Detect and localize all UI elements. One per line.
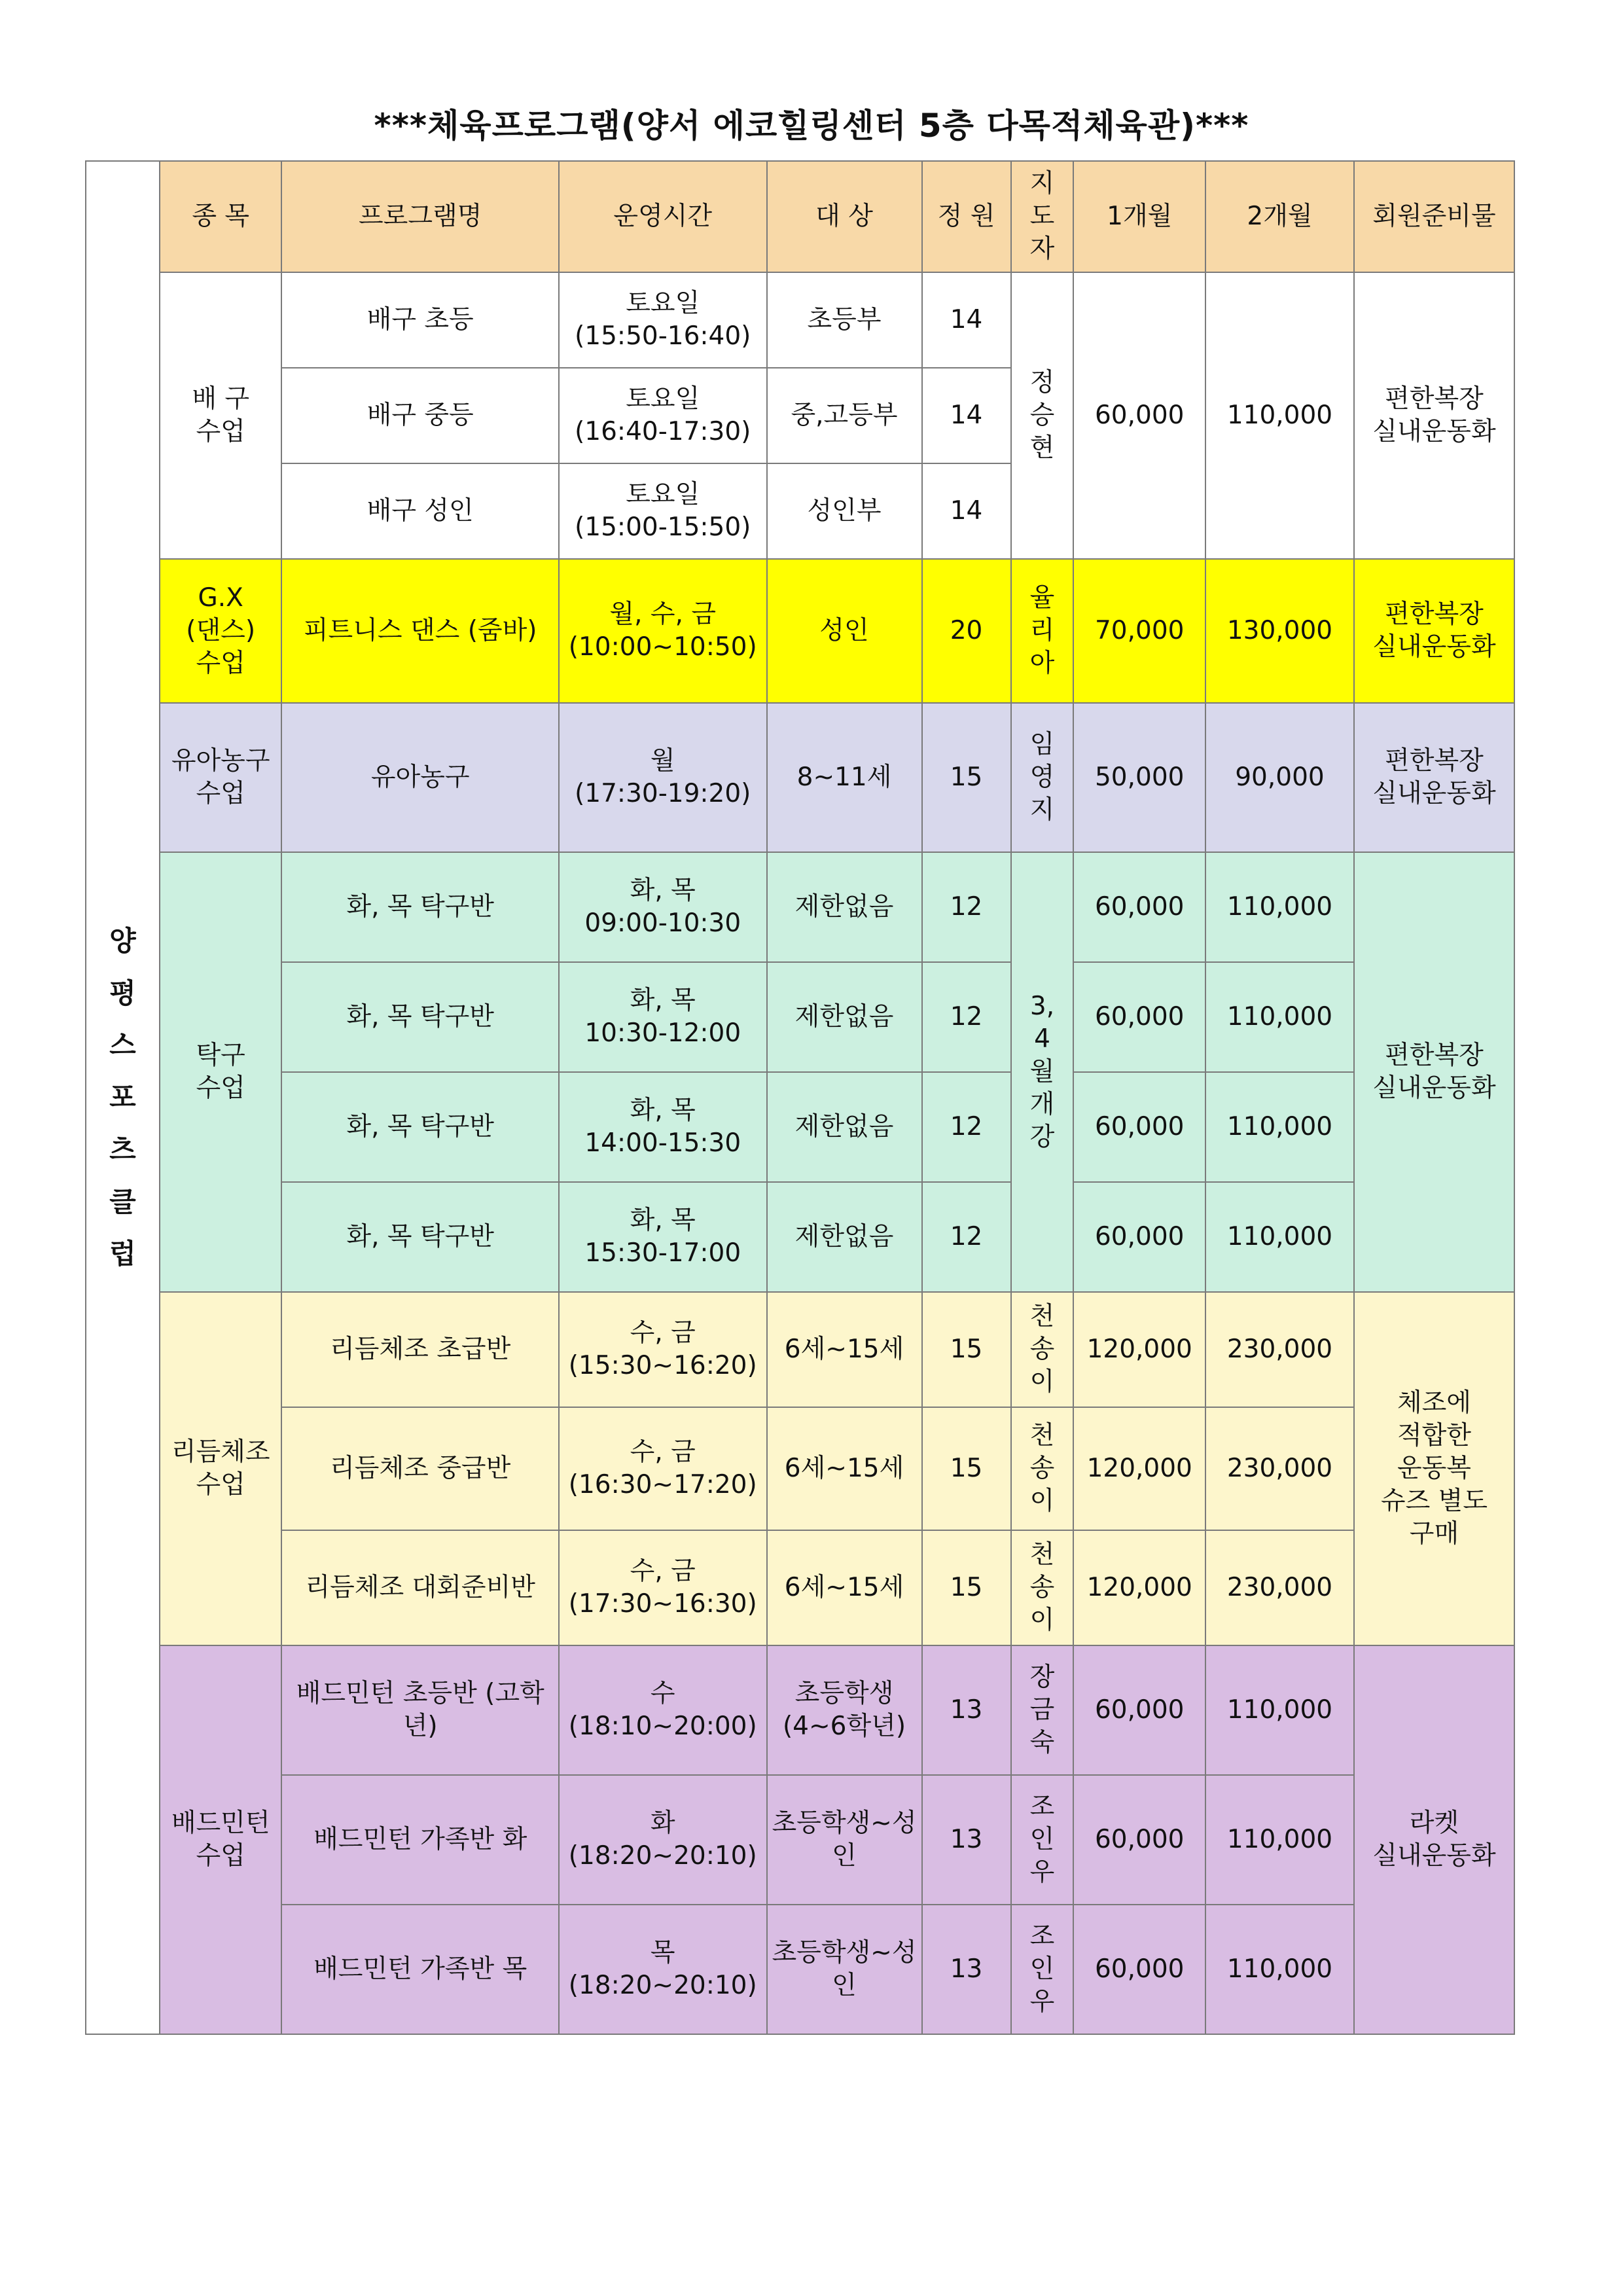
category-cell: G.X (댄스) 수업 [160,559,282,703]
program-cell: 화, 목 탁구반 [281,1072,558,1182]
table-row [86,1530,1514,1645]
fee-2month-cell: 110,000 [1205,852,1354,962]
target-cell: 제한없음 [767,962,922,1072]
fee-1month-cell: 60,000 [1073,1645,1205,1775]
category-cell: 유아농구 수업 [160,703,282,852]
target-cell: 제한없음 [767,1072,922,1182]
table-row [86,1905,1514,2034]
target-cell: 초등학생~성인 [767,1775,922,1905]
fee-1month-cell: 120,000 [1073,1292,1205,1407]
time-cell: 수, 금 (15:30~16:20) [559,1292,767,1407]
target-cell: 초등학생 (4~6학년) [767,1645,922,1775]
fee-1month-cell: 60,000 [1073,272,1205,559]
instructor-cell: 조 인 우 [1011,1775,1074,1905]
capacity-cell: 12 [922,852,1011,962]
fee-1month-cell: 60,000 [1073,852,1205,962]
capacity-cell: 12 [922,1072,1011,1182]
fee-2month-cell: 90,000 [1205,703,1354,852]
fee-1month-cell: 50,000 [1073,703,1205,852]
time-cell: 월 (17:30-19:20) [559,703,767,852]
program-cell: 배구 초등 [281,272,558,368]
category-cell: 리듬체조 수업 [160,1292,282,1645]
supplies-cell: 편한복장 실내운동화 [1354,272,1514,559]
time-cell: 화, 목 15:30-17:00 [559,1182,767,1292]
supplies-cell: 체조에 적합한 운동복 슈즈 별도 구매 [1354,1292,1514,1645]
program-cell: 배구 성인 [281,463,558,559]
instructor-cell: 임 영 지 [1011,703,1074,852]
target-cell: 초등부 [767,272,922,368]
program-cell: 화, 목 탁구반 [281,852,558,962]
fee-1month-cell: 60,000 [1073,1905,1205,2034]
fee-1month-cell: 60,000 [1073,1775,1205,1905]
program-cell: 유아농구 [281,703,558,852]
program-cell: 화, 목 탁구반 [281,962,558,1072]
time-cell: 수, 금 (17:30~16:30) [559,1530,767,1645]
fee-2month-cell: 110,000 [1205,1072,1354,1182]
time-cell: 토요일 (15:50-16:40) [559,272,767,368]
header-fee-2month: 2개월 [1205,161,1354,272]
supplies-cell: 편한복장 실내운동화 [1354,559,1514,703]
table-row [86,1407,1514,1530]
instructor-cell: 정 승 현 [1011,272,1074,559]
supplies-cell: 편한복장 실내운동화 [1354,852,1514,1292]
program-cell: 피트니스 댄스 (줌바) [281,559,558,703]
program-cell: 화, 목 탁구반 [281,1182,558,1292]
capacity-cell: 12 [922,962,1011,1072]
fee-1month-cell: 120,000 [1073,1407,1205,1530]
header-capacity: 정 원 [922,161,1011,272]
capacity-cell: 14 [922,368,1011,463]
header-supplies: 회원준비물 [1354,161,1514,272]
target-cell: 성인부 [767,463,922,559]
fee-2month-cell: 110,000 [1205,1775,1354,1905]
category-cell: 배 구 수업 [160,272,282,559]
fee-1month-cell: 120,000 [1073,1530,1205,1645]
fee-2month-cell: 110,000 [1205,962,1354,1072]
time-cell: 토요일 (16:40-17:30) [559,368,767,463]
capacity-cell: 13 [922,1905,1011,2034]
club-name: 양 평 스 포 츠 클 럽 [109,924,136,1270]
header-category: 종 목 [160,161,282,272]
fee-2month-cell: 230,000 [1205,1530,1354,1645]
table-row [86,1775,1514,1905]
category-cell: 배드민턴 수업 [160,1645,282,2034]
table-row [86,1292,1514,1407]
time-cell: 수, 금 (16:30~17:20) [559,1407,767,1530]
program-cell: 배드민턴 초등반 (고학년) [281,1645,558,1775]
category-cell: 탁구 수업 [160,852,282,1292]
supplies-cell: 편한복장 실내운동화 [1354,703,1514,852]
fee-1month-cell: 60,000 [1073,1072,1205,1182]
header-fee-1month: 1개월 [1073,161,1205,272]
header-instructor: 지 도 자 [1011,161,1074,272]
capacity-cell: 15 [922,1407,1011,1530]
fee-2month-cell: 110,000 [1205,272,1354,559]
page-title: ***체육프로그램(양서 에코힐링센터 5층 다목적체육관)*** [374,107,1249,145]
header-program: 프로그램명 [281,161,558,272]
supplies-cell: 라켓 실내운동화 [1354,1645,1514,2034]
fee-2month-cell: 230,000 [1205,1407,1354,1530]
target-cell: 8~11세 [767,703,922,852]
time-cell: 화, 목 10:30-12:00 [559,962,767,1072]
program-cell: 배구 중등 [281,368,558,463]
time-cell: 토요일 (15:00-15:50) [559,463,767,559]
program-cell: 배드민턴 가족반 화 [281,1775,558,1905]
capacity-cell: 15 [922,703,1011,852]
header-time: 운영시간 [559,161,767,272]
target-cell: 6세~15세 [767,1530,922,1645]
header-row [86,161,1514,272]
header-target: 대 상 [767,161,922,272]
instructor-cell: 율 리 아 [1011,559,1074,703]
time-cell: 화, 목 09:00-10:30 [559,852,767,962]
fee-1month-cell: 60,000 [1073,962,1205,1072]
fee-2month-cell: 110,000 [1205,1645,1354,1775]
capacity-cell: 20 [922,559,1011,703]
program-cell: 리듬체조 대회준비반 [281,1530,558,1645]
target-cell: 6세~15세 [767,1407,922,1530]
instructor-cell: 천 송 이 [1011,1530,1074,1645]
table-row [86,703,1514,852]
time-cell: 화 (18:20~20:10) [559,1775,767,1905]
capacity-cell: 13 [922,1775,1011,1905]
time-cell: 목 (18:20~20:10) [559,1905,767,2034]
target-cell: 6세~15세 [767,1292,922,1407]
table-row [86,1072,1514,1182]
table-row [86,272,1514,368]
table-row [86,1645,1514,1775]
fee-1month-cell: 60,000 [1073,1182,1205,1292]
capacity-cell: 14 [922,463,1011,559]
program-cell: 리듬체조 중급반 [281,1407,558,1530]
target-cell: 초등학생~성인 [767,1905,922,2034]
capacity-cell: 14 [922,272,1011,368]
target-cell: 제한없음 [767,1182,922,1292]
instructor-cell: 천 송 이 [1011,1407,1074,1530]
program-schedule-table [85,160,1515,2035]
fee-2month-cell: 230,000 [1205,1292,1354,1407]
capacity-cell: 15 [922,1292,1011,1407]
instructor-cell: 천 송 이 [1011,1292,1074,1407]
target-cell: 성인 [767,559,922,703]
time-cell: 화, 목 14:00-15:30 [559,1072,767,1182]
time-cell: 월, 수, 금 (10:00~10:50) [559,559,767,703]
table-row [86,962,1514,1072]
time-cell: 수 (18:10~20:00) [559,1645,767,1775]
club-name-cell [86,161,160,2034]
capacity-cell: 12 [922,1182,1011,1292]
table-row [86,852,1514,962]
target-cell: 제한없음 [767,852,922,962]
table-row [86,559,1514,703]
fee-2month-cell: 110,000 [1205,1182,1354,1292]
program-cell: 배드민턴 가족반 목 [281,1905,558,2034]
instructor-cell: 3, 4 월 개 강 [1011,852,1074,1292]
instructor-cell: 장 금 숙 [1011,1645,1074,1775]
table-row [86,1182,1514,1292]
fee-2month-cell: 130,000 [1205,559,1354,703]
target-cell: 중,고등부 [767,368,922,463]
capacity-cell: 13 [922,1645,1011,1775]
fee-2month-cell: 110,000 [1205,1905,1354,2034]
capacity-cell: 15 [922,1530,1011,1645]
fee-1month-cell: 70,000 [1073,559,1205,703]
instructor-cell: 조 인 우 [1011,1905,1074,2034]
program-cell: 리듬체조 초급반 [281,1292,558,1407]
